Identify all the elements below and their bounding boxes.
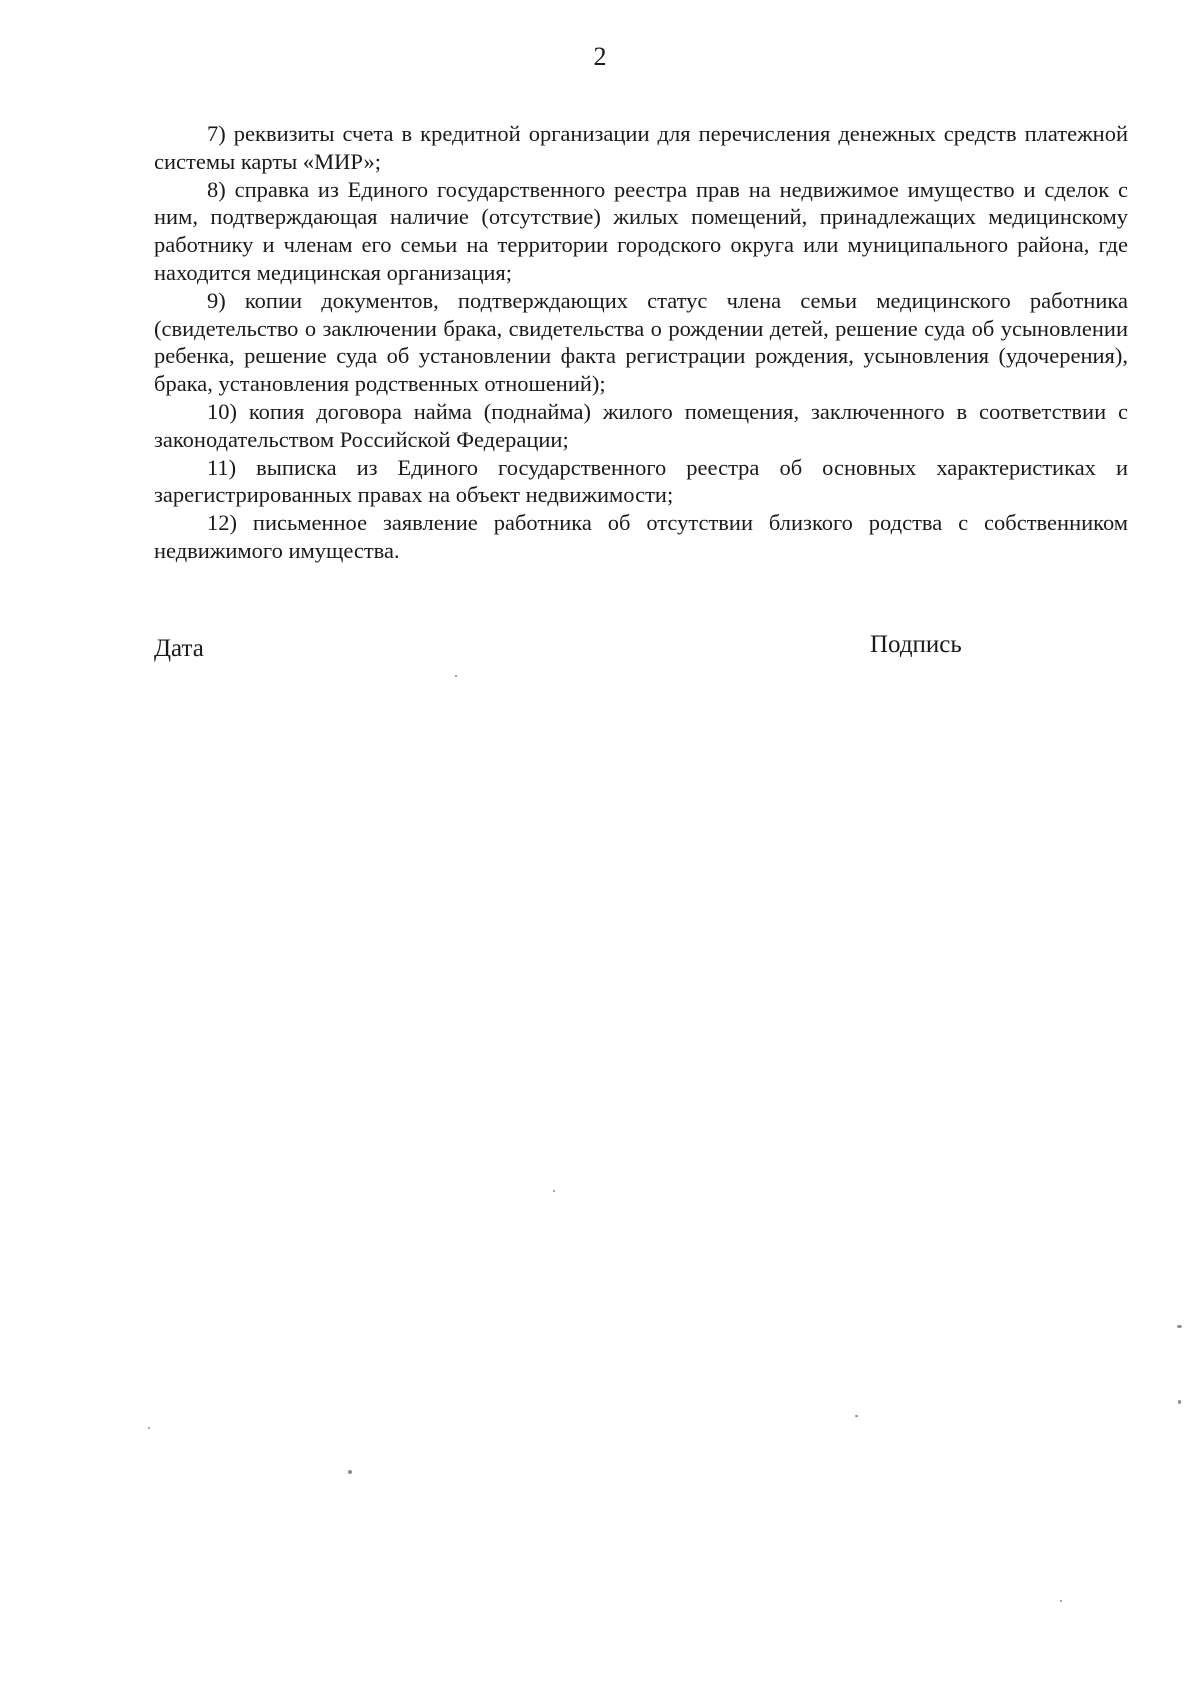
list-item-12: 12) письменное заявление работника об отсутствии близкого родства с собственником недвижимого имущества. — [154, 510, 1128, 563]
list-item-9: 9) копии документов, подтверждающих статус члена семьи медицинского работника (свидетельство о заключении брака, свидетельства о рождении детей, решение суда об усыновлении ребенка, решение суда об установлении факта регистрации рождения, усыновления (удочерения), брака, установления родственных отношений); — [154, 287, 1128, 397]
scan-speck — [855, 1415, 858, 1417]
scan-speck — [553, 1190, 555, 1192]
signature-label: Подпись — [870, 631, 962, 658]
list-item-10: 10) копия договора найма (поднайма) жилого помещения, заключенного в соответствии с законодательством Российской Федерации; — [154, 398, 1128, 452]
scan-speck — [348, 1470, 352, 1474]
document-list — [154, 120, 1128, 565]
scan-speck — [1178, 1400, 1181, 1404]
list-item-11: 11) выписка из Единого государственного реестра об основных характеристиках и зарегистрированных правах на объект недвижимости; — [154, 454, 1128, 508]
page-number: 2 — [593, 42, 607, 71]
scan-speck — [455, 675, 457, 677]
list-item-8: 8) справка из Единого государственного реестра прав на недвижимое имущество и сделок с ним, подтверждающая наличие (отсутствие) жилых помещений, принадлежащих медицинскому работнику и членам его семьи на территории городского округа или муниципального района, где находится медицинская организация; — [154, 176, 1128, 285]
scan-speck — [1177, 1325, 1182, 1328]
scan-speck — [148, 1427, 150, 1429]
list-item-7: 7) реквизиты счета в кредитной организации для перечисления денежных средств платежной системы карты «МИР»; — [154, 121, 1128, 174]
signature-row — [154, 629, 1128, 663]
scan-speck — [1060, 1600, 1062, 1602]
date-label: Дата — [154, 635, 204, 662]
